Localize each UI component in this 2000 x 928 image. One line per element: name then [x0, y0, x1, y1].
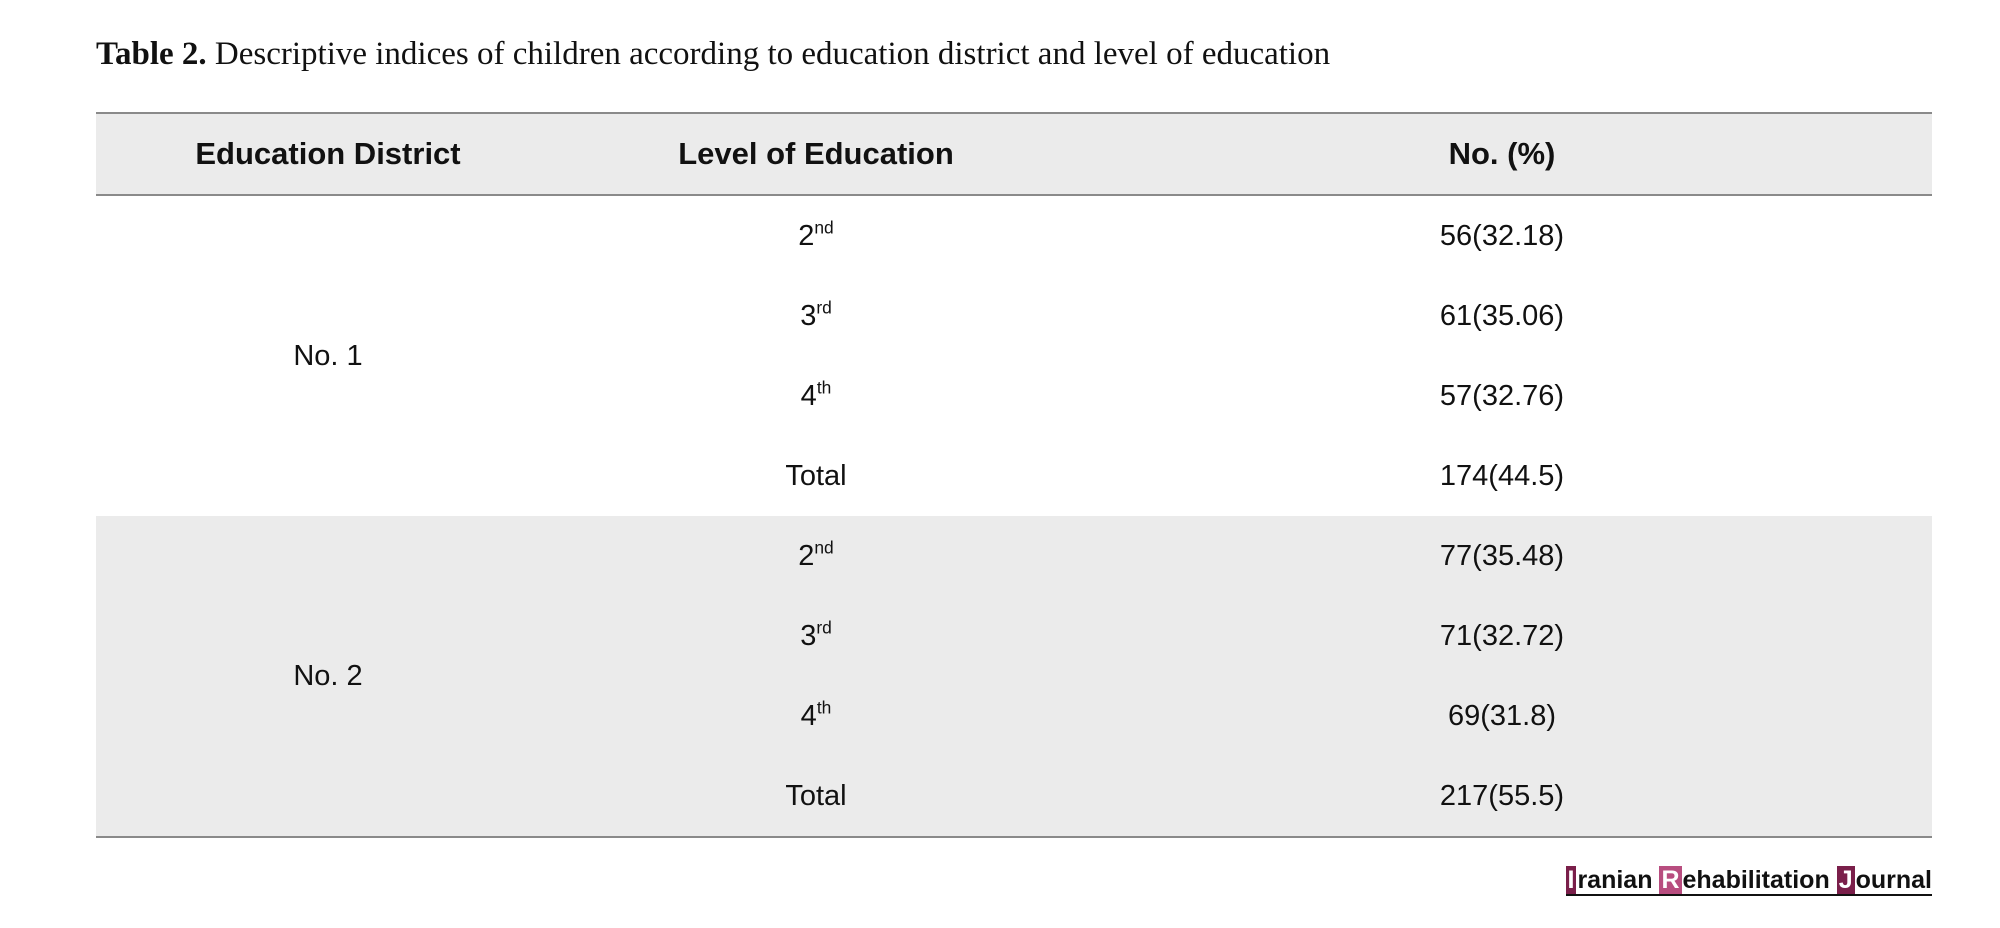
level-base: 4 — [800, 699, 817, 732]
table-caption — [96, 36, 1330, 73]
table-header — [96, 113, 1932, 195]
level-suffix: th — [816, 377, 832, 398]
level-cell — [560, 436, 1072, 516]
value-cell: 57(32.76) — [1439, 379, 1565, 412]
header-count-percent: No. (%) — [1448, 136, 1556, 171]
level-base: Total — [785, 779, 847, 812]
descriptive-table — [96, 112, 1932, 838]
journal-initial-i: I — [1567, 866, 1575, 894]
journal-word-journal: ournal — [1855, 866, 1932, 894]
journal-initial-r: R — [1661, 866, 1680, 894]
level-suffix: nd — [814, 537, 834, 558]
level-base: 2 — [798, 219, 815, 252]
header-level-of-education: Level of Education — [678, 136, 954, 171]
value-cell: 61(35.06) — [1439, 299, 1565, 332]
level-suffix: nd — [814, 217, 834, 238]
caption-text: Descriptive indices of children according to education district and level of education — [214, 36, 1331, 72]
value-cell: 174(44.5) — [1439, 459, 1565, 492]
level-cell — [560, 195, 1072, 276]
level-base: 4 — [800, 379, 817, 412]
level-suffix: rd — [816, 297, 832, 318]
level-base: 2 — [798, 539, 815, 572]
value-cell: 77(35.48) — [1439, 539, 1565, 572]
district-cell: No. 2 — [293, 659, 363, 692]
level-base: Total — [785, 459, 847, 492]
district-group — [96, 195, 1932, 516]
level-suffix: th — [816, 697, 832, 718]
header-row — [96, 113, 1932, 195]
level-suffix: rd — [816, 617, 832, 638]
level-cell — [560, 676, 1072, 756]
table-row — [96, 195, 1932, 276]
level-cell — [560, 756, 1072, 837]
district-group — [96, 516, 1932, 837]
district-cell: No. 1 — [293, 339, 363, 372]
value-cell: 69(31.8) — [1447, 699, 1556, 732]
value-cell: 71(32.72) — [1439, 619, 1565, 652]
value-cell: 56(32.18) — [1439, 219, 1565, 252]
caption-label: Table 2. — [96, 36, 207, 72]
header-education-district: Education District — [195, 136, 461, 171]
journal-initial-j: J — [1838, 866, 1853, 894]
level-cell — [560, 516, 1072, 596]
level-cell — [560, 356, 1072, 436]
data-table-container — [96, 112, 1932, 838]
level-cell — [560, 276, 1072, 356]
value-cell: 217(55.5) — [1439, 779, 1565, 812]
level-base: 3 — [800, 299, 817, 332]
journal-logo — [1566, 866, 1933, 896]
level-base: 3 — [800, 619, 817, 652]
journal-word-iranian: ranian — [1577, 866, 1660, 894]
table-row — [96, 516, 1932, 596]
level-cell — [560, 596, 1072, 676]
journal-word-rehabilitation: ehabilitation — [1682, 866, 1837, 894]
